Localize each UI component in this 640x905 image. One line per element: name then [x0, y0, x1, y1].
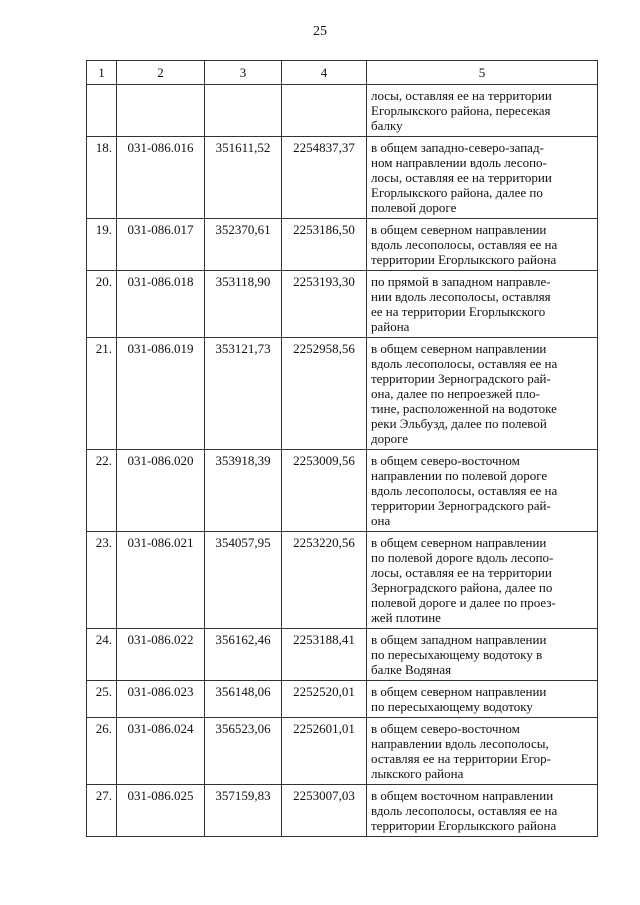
table-header-row: [87, 61, 598, 85]
cell-description: в общем северном направлении по пересыхающему водотоку: [367, 681, 598, 718]
table-row: [87, 785, 598, 837]
table-row: [87, 137, 598, 219]
cell-y: 2252601,01: [282, 718, 367, 785]
cell-y: 2252958,56: [282, 338, 367, 450]
table-row-continuation: [87, 85, 598, 137]
cell-description: в общем северном направлении вдоль лесополосы, оставляя ее на территории Зерноградского рай- она, далее по непроезжей пло- тине, расположенной на водотоке реки Эльбузд, далее по полевой дороге: [367, 338, 598, 450]
cell-x: 353118,90: [205, 271, 282, 338]
header-col-4: 4: [282, 61, 367, 85]
cell-code: 031-086.024: [117, 718, 205, 785]
cell-description: в общем западно-северо-запад- ном направлении вдоль лесопо- лосы, оставляя ее на территории Егорлыкского района, далее по полевой дороге: [367, 137, 598, 219]
table-row: [87, 450, 598, 532]
cell-x: 352370,61: [205, 219, 282, 271]
header-col-3: 3: [205, 61, 282, 85]
cell-num: 26.: [87, 718, 117, 785]
cell-num: 25.: [87, 681, 117, 718]
cell-description: в общем северном направлении вдоль лесополосы, оставляя ее на территории Егорлыкского района: [367, 219, 598, 271]
table-row: [87, 271, 598, 338]
cell-y: [282, 85, 367, 137]
cell-y: 2253188,41: [282, 629, 367, 681]
cell-num: 19.: [87, 219, 117, 271]
cell-code: 031-086.025: [117, 785, 205, 837]
cell-num: 22.: [87, 450, 117, 532]
boundary-table: [86, 60, 598, 837]
cell-y: 2252520,01: [282, 681, 367, 718]
cell-y: 2253186,50: [282, 219, 367, 271]
cell-x: 356162,46: [205, 629, 282, 681]
table-row: [87, 532, 598, 629]
cell-num: 23.: [87, 532, 117, 629]
table-row: [87, 629, 598, 681]
cell-code: 031-086.018: [117, 271, 205, 338]
cell-y: 2253193,30: [282, 271, 367, 338]
header-col-5: 5: [367, 61, 598, 85]
cell-num: [87, 85, 117, 137]
cell-num: 20.: [87, 271, 117, 338]
cell-code: 031-086.017: [117, 219, 205, 271]
cell-description: в общем северо-восточном направлении вдоль лесополосы, оставляя ее на территории Егор- лыкского района: [367, 718, 598, 785]
cell-code: 031-086.020: [117, 450, 205, 532]
cell-x: 356523,06: [205, 718, 282, 785]
cell-x: 357159,83: [205, 785, 282, 837]
cell-x: 353121,73: [205, 338, 282, 450]
header-col-1: 1: [87, 61, 117, 85]
cell-y: 2253007,03: [282, 785, 367, 837]
cell-y: 2253220,56: [282, 532, 367, 629]
page-number: 25: [313, 24, 327, 39]
cell-code: 031-086.021: [117, 532, 205, 629]
cell-num: 18.: [87, 137, 117, 219]
cell-description: в общем восточном направлении вдоль лесополосы, оставляя ее на территории Егорлыкского района: [367, 785, 598, 837]
cell-code: 031-086.022: [117, 629, 205, 681]
cell-x: 356148,06: [205, 681, 282, 718]
cell-x: 353918,39: [205, 450, 282, 532]
table-row: [87, 718, 598, 785]
cell-x: 354057,95: [205, 532, 282, 629]
cell-description: лосы, оставляя ее на территории Егорлыкского района, пересекая балку: [367, 85, 598, 137]
cell-code: 031-086.019: [117, 338, 205, 450]
cell-num: 21.: [87, 338, 117, 450]
cell-code: 031-086.023: [117, 681, 205, 718]
cell-code: 031-086.016: [117, 137, 205, 219]
table-row: [87, 681, 598, 718]
cell-code: [117, 85, 205, 137]
cell-y: 2254837,37: [282, 137, 367, 219]
cell-x: [205, 85, 282, 137]
table-row: [87, 338, 598, 450]
cell-description: в общем западном направлении по пересыхающему водотоку в балке Водяная: [367, 629, 598, 681]
cell-description: в общем северном направлении по полевой дороге вдоль лесопо- лосы, оставляя ее на территории Зерноградского района, далее по полевой дороге и далее по проез- жей плотине: [367, 532, 598, 629]
cell-x: 351611,52: [205, 137, 282, 219]
cell-num: 24.: [87, 629, 117, 681]
header-col-2: 2: [117, 61, 205, 85]
table-row: [87, 219, 598, 271]
cell-y: 2253009,56: [282, 450, 367, 532]
cell-description: по прямой в западном направле- нии вдоль лесополосы, оставляя ее на территории Егорлыкского района: [367, 271, 598, 338]
cell-description: в общем северо-восточном направлении по полевой дороге вдоль лесополосы, оставляя ее на территории Зерноградского рай- она: [367, 450, 598, 532]
cell-num: 27.: [87, 785, 117, 837]
